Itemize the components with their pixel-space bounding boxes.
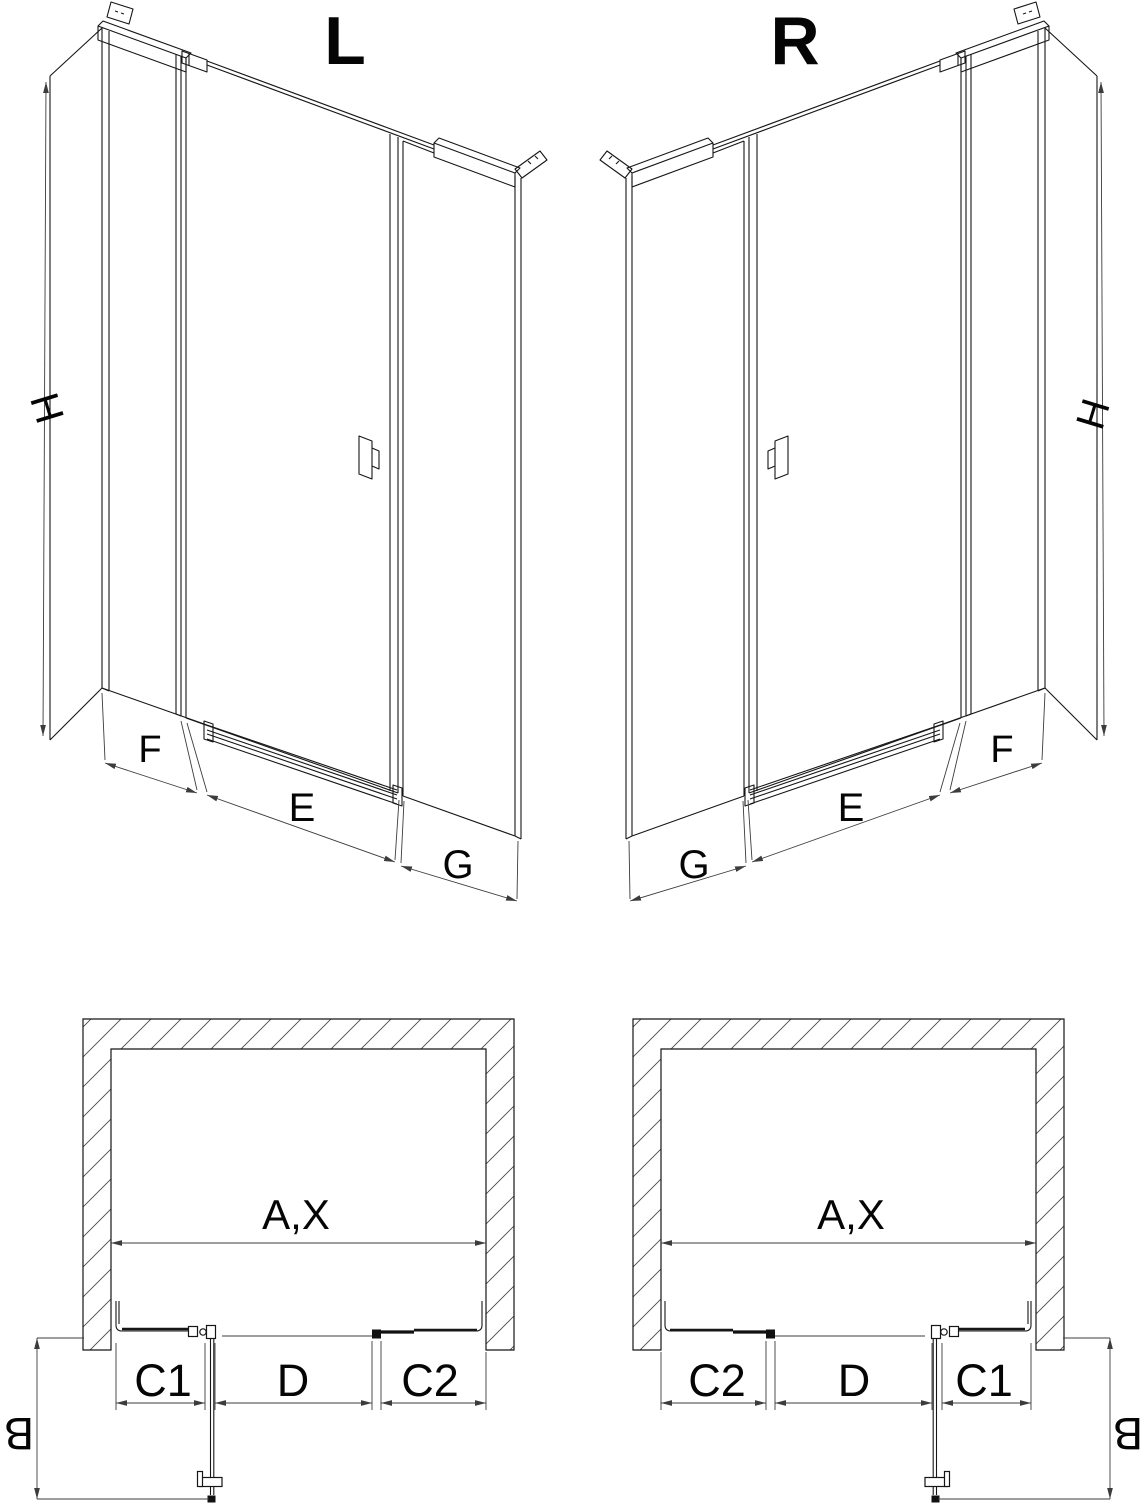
elevation-right-view [600, 2, 1104, 901]
dim-label-c1-right: C1 [955, 1355, 1013, 1406]
dim-label-ax-left: A,X [262, 1191, 330, 1238]
dim-label-c1-left: C1 [134, 1355, 192, 1406]
dim-label-g-right: G [678, 843, 710, 887]
dim-label-e-right: E [837, 786, 865, 830]
dim-label-b-right: B [1112, 1408, 1144, 1459]
dim-label-g-left: G [442, 843, 474, 887]
plan-left-view [37, 1019, 514, 1503]
dim-label-f-right: F [990, 729, 1014, 771]
dim-label-b-left: B [3, 1408, 35, 1459]
variant-title-right: R [770, 3, 820, 79]
dim-label-d-right: D [837, 1355, 871, 1406]
dim-label-d-left: D [276, 1355, 310, 1406]
dim-label-ax-right: A,X [817, 1191, 885, 1238]
dim-label-c2-right: C2 [688, 1355, 746, 1406]
dim-label-f-left: F [138, 729, 162, 771]
dim-label-e-left: E [288, 786, 316, 830]
dim-label-c2-left: C2 [401, 1355, 459, 1406]
elevation-left-view [43, 2, 547, 901]
variant-title-left: L [324, 3, 366, 79]
dim-label-h-right: H [1068, 393, 1119, 435]
plan-right-view [633, 1019, 1110, 1503]
dim-label-h-left: H [21, 387, 72, 429]
